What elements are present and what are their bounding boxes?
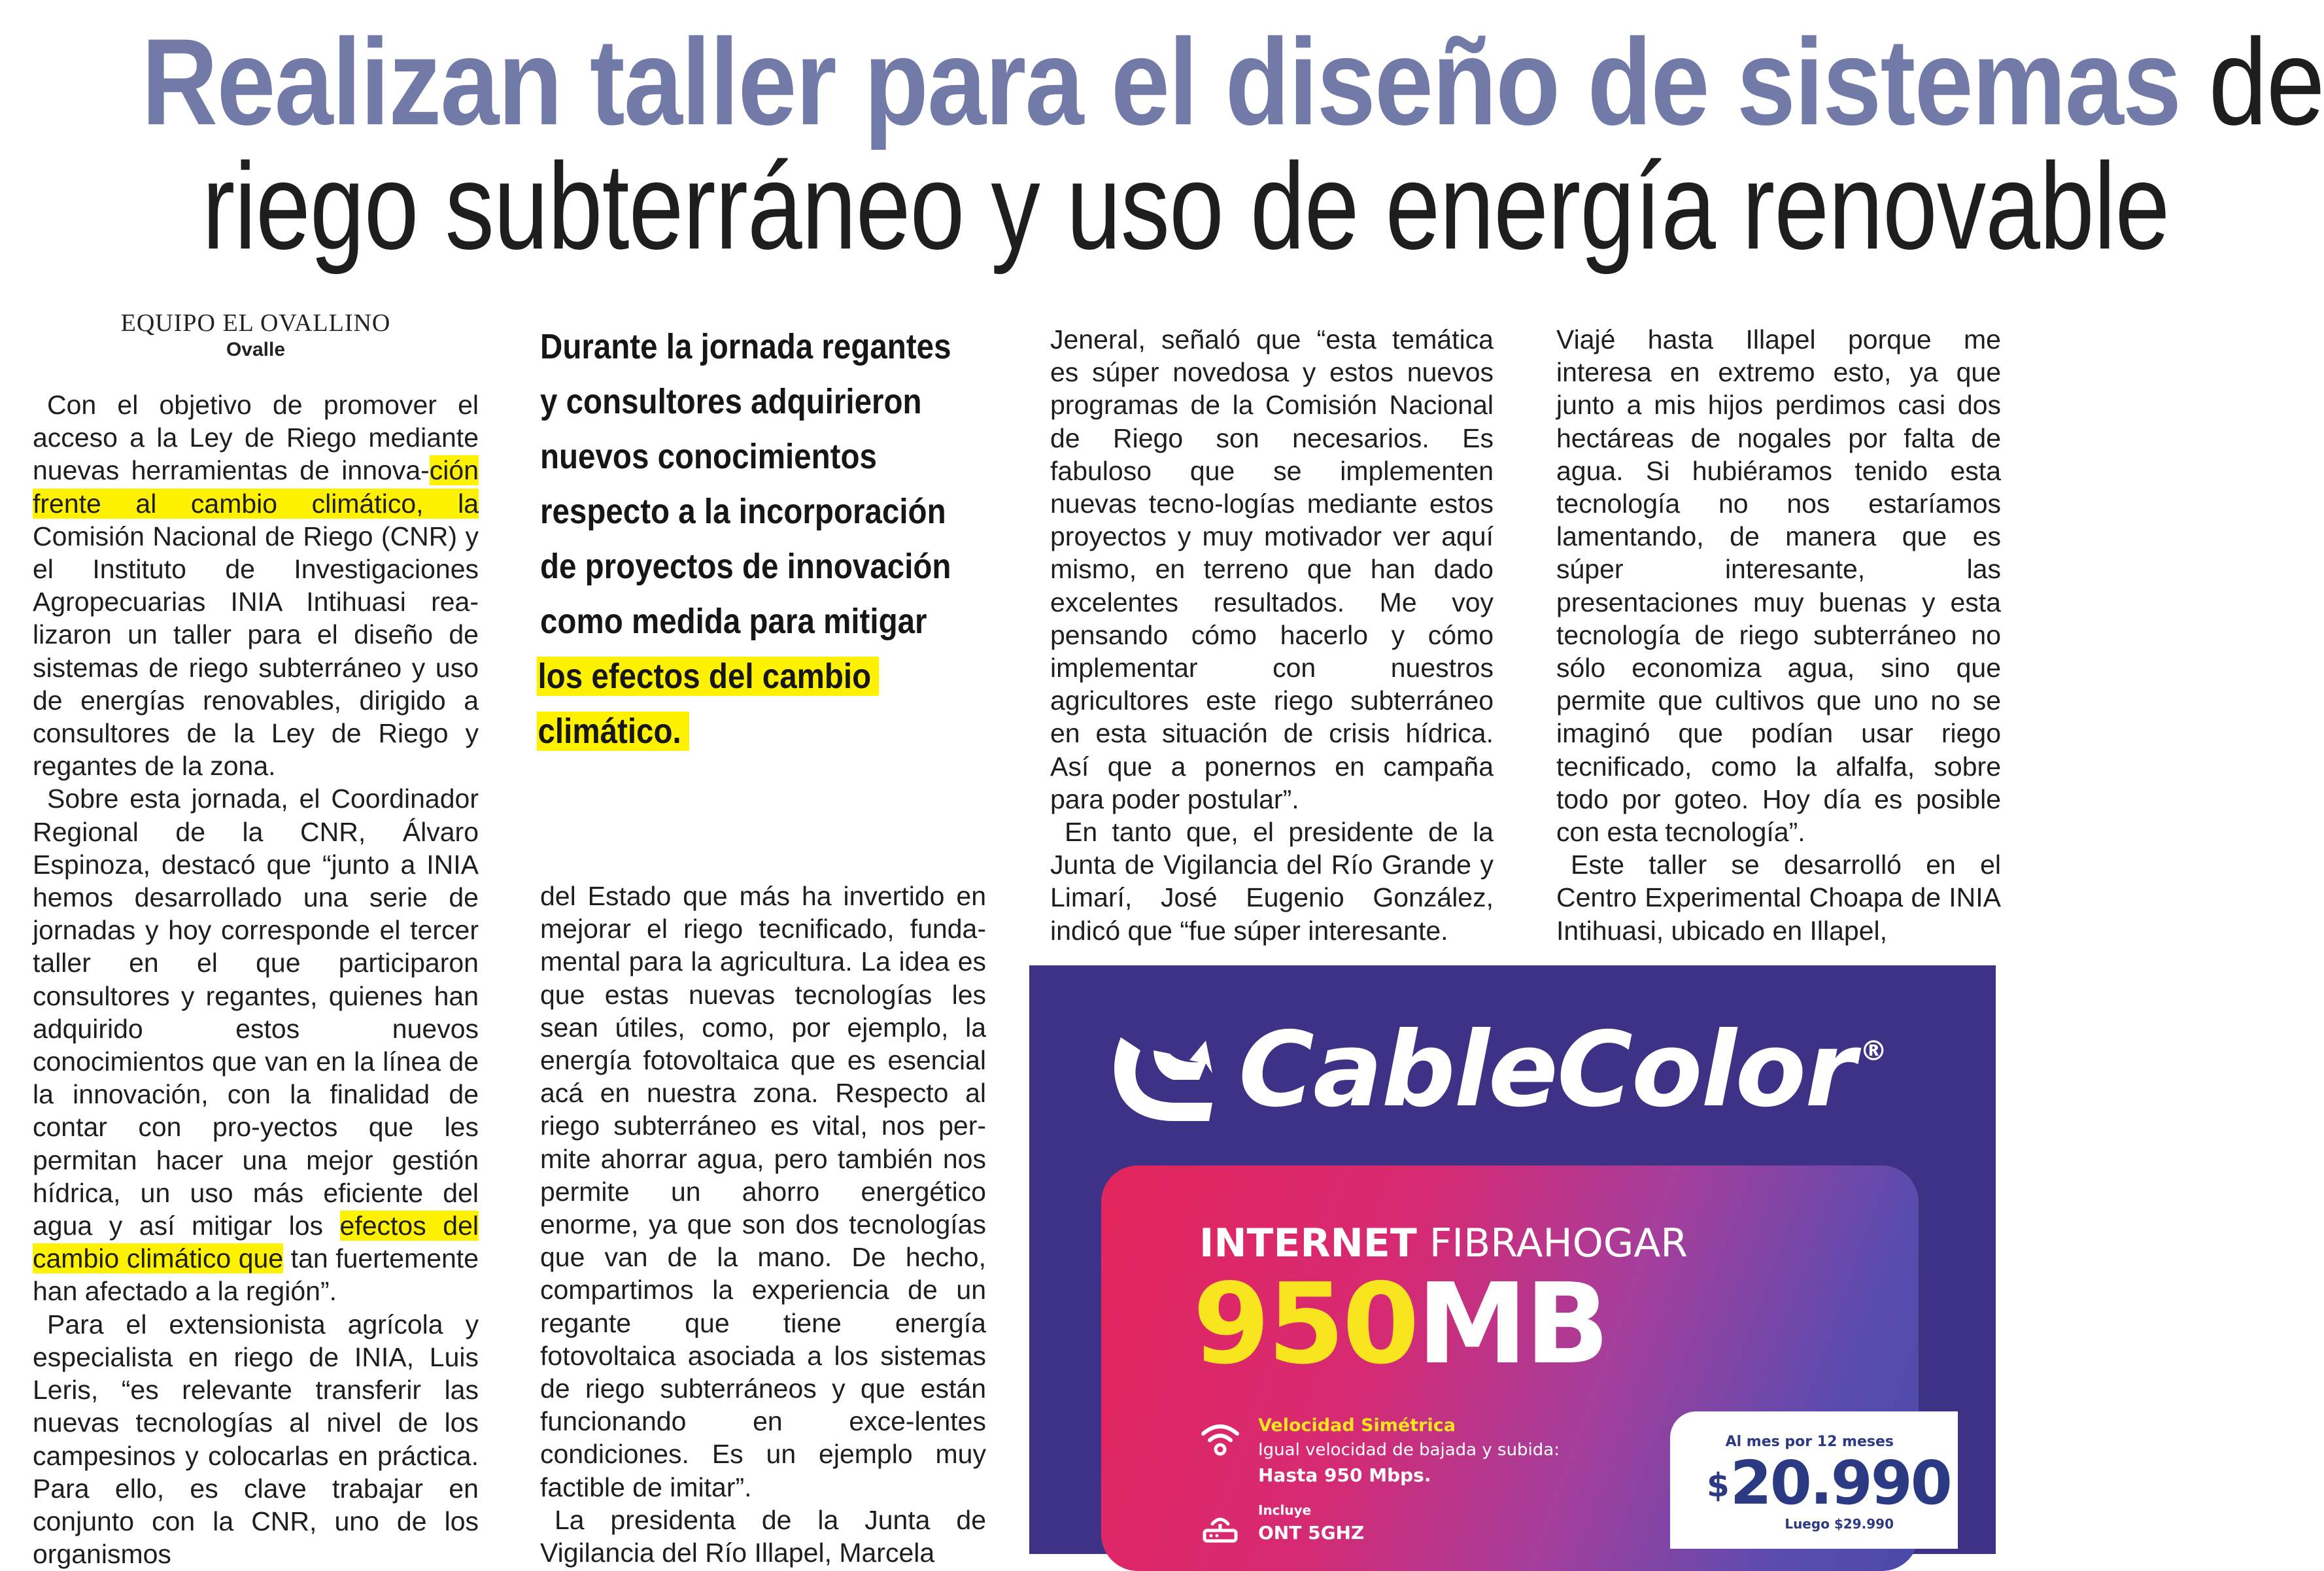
price xyxy=(1707,1448,1951,1518)
text-run: Sobre esta jornada, el Coordinador Regional de la CNR, Álvaro Espinoza, destacó que “junto a INIA hemos desarrollado una serie de jornadas y hoy corresponde el tercer taller en el que participaron consultores y regantes, quienes han adquirido estos nuevos conocimientos que van en la línea de la innovación, con la finalidad de contar con pro-yectos que les permitan hacer una mejor gestión hídrica, un uso más eficiente del agua y así mitigar los xyxy=(33,784,479,1241)
article-column-3 xyxy=(1050,323,1494,947)
feature-line: ONT 5GHZ xyxy=(1258,1522,1365,1544)
deck-line: de proyectos de innovación xyxy=(540,547,951,586)
deck-line: como medida para mitigar xyxy=(540,602,927,641)
feature-line: Hasta 950 Mbps. xyxy=(1258,1464,1431,1486)
ad-brand-name: CableColor xyxy=(1239,1010,1855,1130)
feature-title: Incluye xyxy=(1258,1502,1312,1518)
headline-accent: Realizan taller para el diseño de sistemas xyxy=(141,13,2181,150)
paragraph: Jeneral, señaló que “esta temática es súper novedosa y estos nuevos programas de la Comisión Nacional de Riego son necesarios. Es fabuloso que se implementen nuevas tecno-logías mediante estos proyectos y muy motivador ver aquí mismo, en terreno que han dado excelentes resultados. Me voy pensando cómo hacerlo y cómo implementar con nuestros agricultores este riego subterráneo en esta situación de crisis hídrica. Así que a ponernos en campaña para poder postular”. xyxy=(1050,324,1494,814)
deck-line: Durante la jornada regantes xyxy=(540,327,951,366)
ad-product-bold: INTERNET xyxy=(1199,1220,1417,1266)
headline xyxy=(0,13,2324,275)
article-column-2 xyxy=(540,880,986,1569)
router-icon xyxy=(1199,1504,1241,1546)
article-column-4 xyxy=(1556,323,2001,947)
ad-logo xyxy=(1108,1010,1958,1130)
headline-rest: de xyxy=(2208,13,2324,150)
feature-ont xyxy=(1199,1500,1560,1546)
byline-author: EQUIPO EL OVALLINO xyxy=(120,309,391,337)
price-currency: $ xyxy=(1707,1466,1728,1504)
deck-line-highlight xyxy=(540,649,943,704)
price-value: 20.990 xyxy=(1730,1448,1951,1518)
deck-line-highlight xyxy=(540,704,943,759)
ad-price-box xyxy=(1670,1411,1958,1549)
ad-speed-unit: MB xyxy=(1416,1260,1607,1389)
deck-highlight: los efectos del cambio xyxy=(537,657,880,696)
headline-line-1 xyxy=(141,13,2324,150)
ad-speed xyxy=(1193,1262,1607,1387)
ad-product-rest: FIBRAHOGAR xyxy=(1429,1220,1688,1266)
ad-speed-number: 950 xyxy=(1193,1260,1417,1389)
paragraph: La presidenta de la Junta de Vigilancia del Río Illapel, Marcela xyxy=(540,1504,986,1568)
paragraph xyxy=(33,782,479,1307)
byline xyxy=(33,309,479,361)
ad-features xyxy=(1199,1414,1560,1558)
paragraph: Este taller se desarrolló en el Centro Experimental Choapa de INIA Intihuasi, ubicado en Illapel, xyxy=(1556,850,2001,946)
feature-title: Velocidad Simétrica xyxy=(1258,1415,1456,1436)
highlighted-text: efectos del cambio climático que xyxy=(33,1211,479,1274)
deck-line: nuevos conocimientos xyxy=(540,437,877,476)
ad-brand xyxy=(1239,1010,1886,1130)
ad-offer-card xyxy=(1101,1165,1951,1571)
advertisement[interactable] xyxy=(1029,965,1996,1554)
headline-line-2: riego subterráneo y uso de energía renovable xyxy=(202,137,2170,275)
text-run: Con el objetivo de promover el acceso a la Ley de Riego mediante nuevas herramientas de innova- xyxy=(33,390,479,486)
paragraph: del Estado que más ha invertido en mejorar el riego tecnificado, funda-mental para la agricultura. La idea es que estas nuevas tecnologías les sean útiles, como, por ejemplo, la energía fotovoltaica que es esencial acá en nuestra zona. Respecto al riego subterráneo es vital, nos per-mite ahorrar agua, pero también nos permite un ahorro energético enorme, ya que son dos tecnologías que van de la mano. De hecho, compartimos la experiencia de un regante que tiene energía fotovoltaica asociada a los sistemas de riego subterráneos y que están funcionando en exce-lentes condiciones. Es un ejemplo muy factible de imitar”. xyxy=(540,881,986,1502)
byline-location: Ovalle xyxy=(226,339,286,360)
deck-line: y consultores adquirieron xyxy=(540,382,922,421)
article-column-1 xyxy=(33,388,479,1570)
wifi-icon xyxy=(1199,1418,1241,1460)
price-after: Luego $29.990 xyxy=(1785,1516,1894,1532)
cablecolor-logo-icon xyxy=(1108,1024,1219,1122)
deck xyxy=(540,319,998,759)
registered-mark: ® xyxy=(1860,1035,1887,1067)
paragraph: Para el extensionista agrícola y especialista en riego de INIA, Luis Leris, “es relevante transferir las nuevas tecnologías al nivel de los campesinos y colocarlas en práctica. Para ello, es clave trabajar en conjunto con la CNR, uno de los organismos xyxy=(33,1309,479,1570)
deck-line: respecto a la incorporación xyxy=(540,492,946,531)
feature-speed xyxy=(1199,1414,1560,1489)
text-run: tan fuertemente han afectado a la región”. xyxy=(33,1243,479,1307)
deck-highlight: climático. xyxy=(537,712,689,751)
price-note: Al mes por 12 meses xyxy=(1725,1434,1894,1450)
highlighted-text: ción frente al cambio climático, la xyxy=(33,455,479,519)
feature-line: Igual velocidad de bajada y subida: xyxy=(1258,1440,1560,1460)
paragraph: En tanto que, el presidente de la Junta de Vigilancia del Río Grande y Limarí, José Eugenio González, indicó que “fue súper interesante. xyxy=(1050,817,1494,946)
text-run: Comisión Nacional de Riego (CNR) y el Instituto de Investigaciones Agropecuarias INIA Intihuasi rea-lizaron un taller para el diseño de sistemas de riego subterráneo y uso de energías renovables, dirigido a consultores de la Ley de Riego y regantes de la zona. xyxy=(33,521,479,782)
paragraph xyxy=(33,388,479,782)
paragraph: Viajé hasta Illapel porque me interesa en extremo esto, ya que junto a mis hijos perdimos casi dos hectáreas de nogales por falta de agua. Si hubiéramos tenido esta tecnología no nos estaríamos lamentando, de manera que es súper interesante, las presentaciones muy buenas y esta tecnología de riego subterráneo no sólo economiza agua, sino que permite que cultivos que uno no se imaginó que podían usar riego tecnificado, como la alfalfa, sobre todo por goteo. Hoy día es posible con esta tecnología”. xyxy=(1556,324,2001,848)
